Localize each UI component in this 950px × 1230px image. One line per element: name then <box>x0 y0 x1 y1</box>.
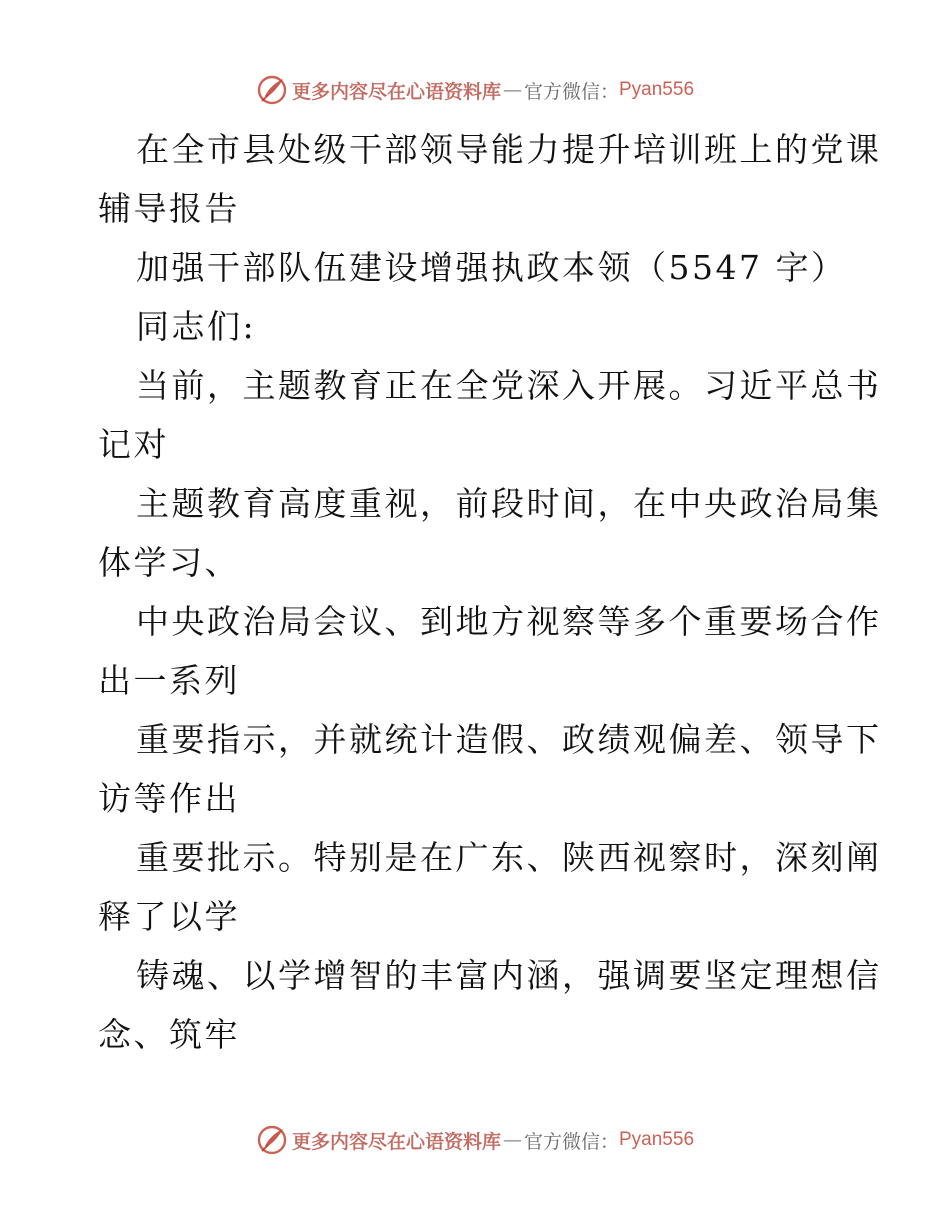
text-line: 释了以学 <box>98 897 240 936</box>
text-line: 当前，主题教育正在全党深入开展。习近平总书 <box>136 366 882 405</box>
watermark-brand: 更多内容尽在心语资料库 <box>291 1130 501 1153</box>
text-line: 重要指示，并就统计造假、政绩观偏差、领导下 <box>136 720 882 759</box>
watermark-separator: — <box>502 79 522 101</box>
text-line: 重要批示。特别是在广东、陕西视察时，深刻阐 <box>136 838 882 877</box>
text-line: 出一系列 <box>98 661 240 700</box>
watermark-sub: 官方微信： <box>523 1130 619 1153</box>
watermark-wechat-id: Pyan556 <box>619 1129 695 1150</box>
watermark-sub: 官方微信： <box>523 80 619 103</box>
text-line: 体学习、 <box>98 543 240 582</box>
footer-watermark <box>0 1120 950 1160</box>
text-line: 主题教育高度重视，前段时间，在中央政治局集 <box>136 484 882 523</box>
watermark-brand: 更多内容尽在心语资料库 <box>291 80 501 103</box>
text-line: 辅导报告 <box>98 189 240 228</box>
text-line: 访等作出 <box>98 779 240 818</box>
watermark-wechat-id: Pyan556 <box>619 79 695 100</box>
watermark-separator: — <box>502 1129 522 1151</box>
document-body <box>98 120 882 1064</box>
text-line: 加强干部队伍建设增强执政本领（5547 字） <box>136 248 847 287</box>
text-line: 念、筑牢 <box>98 1015 240 1054</box>
text-line: 记对 <box>98 425 169 464</box>
header-watermark <box>0 70 950 110</box>
text-line: 在全市县处级干部领导能力提升培训班上的党课 <box>136 130 882 169</box>
quill-logo-icon <box>256 74 288 106</box>
quill-logo-icon <box>256 1124 288 1156</box>
text-line: 铸魂、以学增智的丰富内涵，强调要坚定理想信 <box>136 956 882 995</box>
text-line: 同志们: <box>136 307 257 346</box>
text-line: 中央政治局会议、到地方视察等多个重要场合作 <box>136 602 882 641</box>
